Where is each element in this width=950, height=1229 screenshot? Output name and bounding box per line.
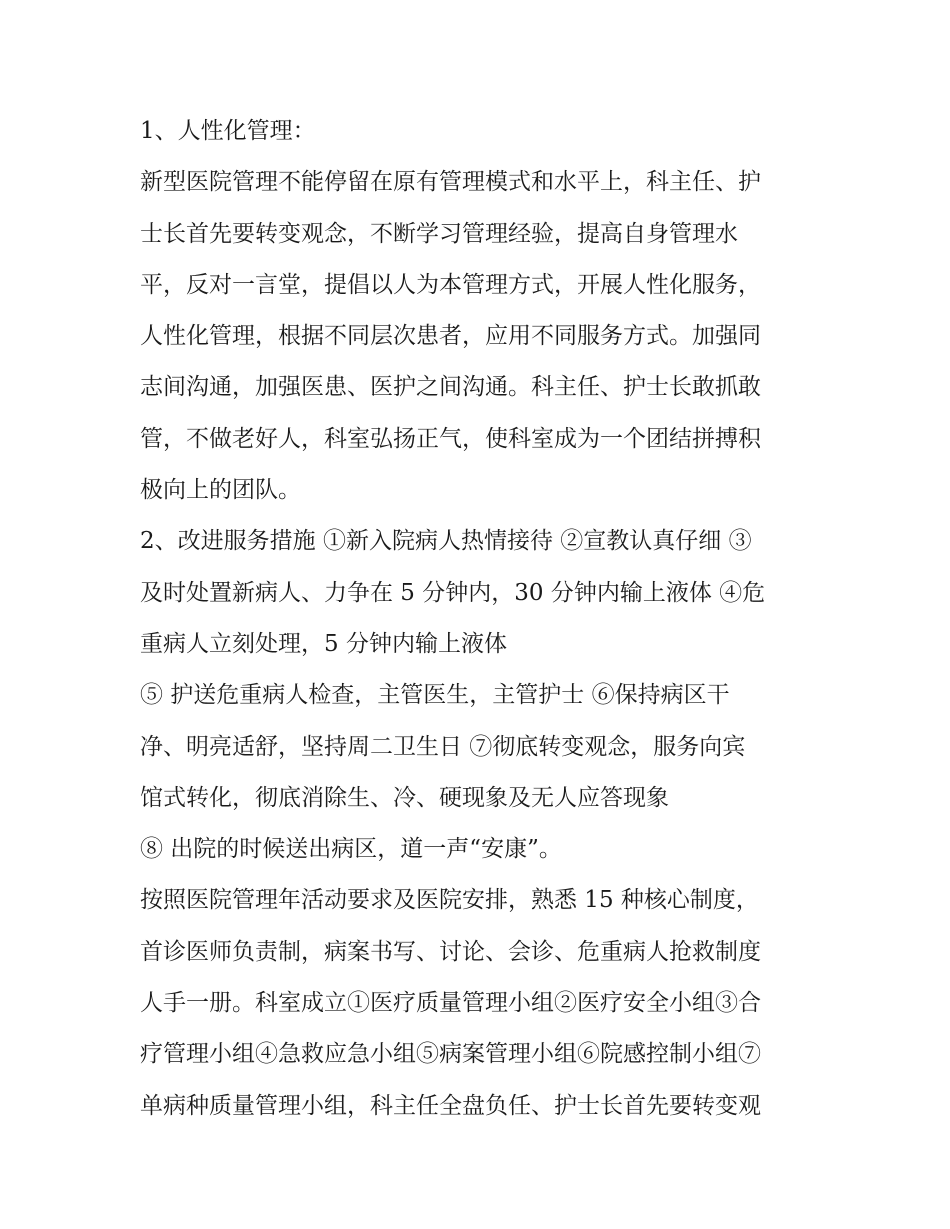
paragraph-line: 管，不做老好人，科室弘扬正气，使科室成为一个团结拼搏积 bbox=[140, 425, 761, 452]
paragraph-line: 馆式转化，彻底消除生、冷、硬现象及无人应答现象 bbox=[140, 784, 669, 811]
paragraph-line: 重病人立刻处理，5 分钟内输上液体 bbox=[140, 630, 507, 657]
paragraph-line: 平，反对一言堂，提倡以人为本管理方式，开展人性化服务， bbox=[140, 271, 761, 298]
document-body bbox=[140, 106, 830, 1132]
paragraph-line: 单病种质量管理小组，科主任全盘负任、护士长首先要转变观 bbox=[140, 1092, 761, 1119]
paragraph-line: ⑧ 出院的时候送出病区，道一声“安康”。 bbox=[140, 836, 562, 863]
section-heading-service-measures: 2、改进服务措施 ①新入院病人热情接待 ②宣教认真仔细 ③ bbox=[140, 528, 752, 555]
paragraph-line: 首诊医师负责制，病案书写、讨论、会诊、危重病人抢救制度 bbox=[140, 938, 761, 965]
section-heading-humanized-management: 1、人性化管理： bbox=[140, 118, 316, 144]
paragraph-line: 按照医院管理年活动要求及医院安排，熟悉 15 种核心制度， bbox=[140, 887, 759, 914]
paragraph-line: 志间沟通，加强医患、医护之间沟通。科主任、护士长敢抓敢 bbox=[140, 374, 761, 401]
paragraph-line: 人手一册。科室成立①医疗质量管理小组②医疗安全小组③合 bbox=[140, 990, 761, 1017]
paragraph-line: 疗管理小组④急救应急小组⑤病案管理小组⑥院感控制小组⑦ bbox=[140, 1041, 761, 1068]
paragraph-line: 士长首先要转变观念，不断学习管理经验，提高自身管理水 bbox=[140, 220, 738, 247]
paragraph-line: 极向上的团队。 bbox=[140, 477, 301, 504]
paragraph-line: 人性化管理，根据不同层次患者，应用不同服务方式。加强同 bbox=[140, 323, 761, 350]
paragraph-line: ⑤ 护送危重病人检查，主管医生，主管护士 ⑥保持病区干 bbox=[140, 682, 730, 709]
paragraph-line: 净、明亮适舒，坚持周二卫生日 ⑦彻底转变观念，服务向宾 bbox=[140, 733, 746, 760]
paragraph-line: 及时处置新病人、力争在 5 分钟内，30 分钟内输上液体 ④危 bbox=[140, 579, 766, 606]
paragraph-line: 新型医院管理不能停留在原有管理模式和水平上，科主任、护 bbox=[140, 169, 761, 196]
